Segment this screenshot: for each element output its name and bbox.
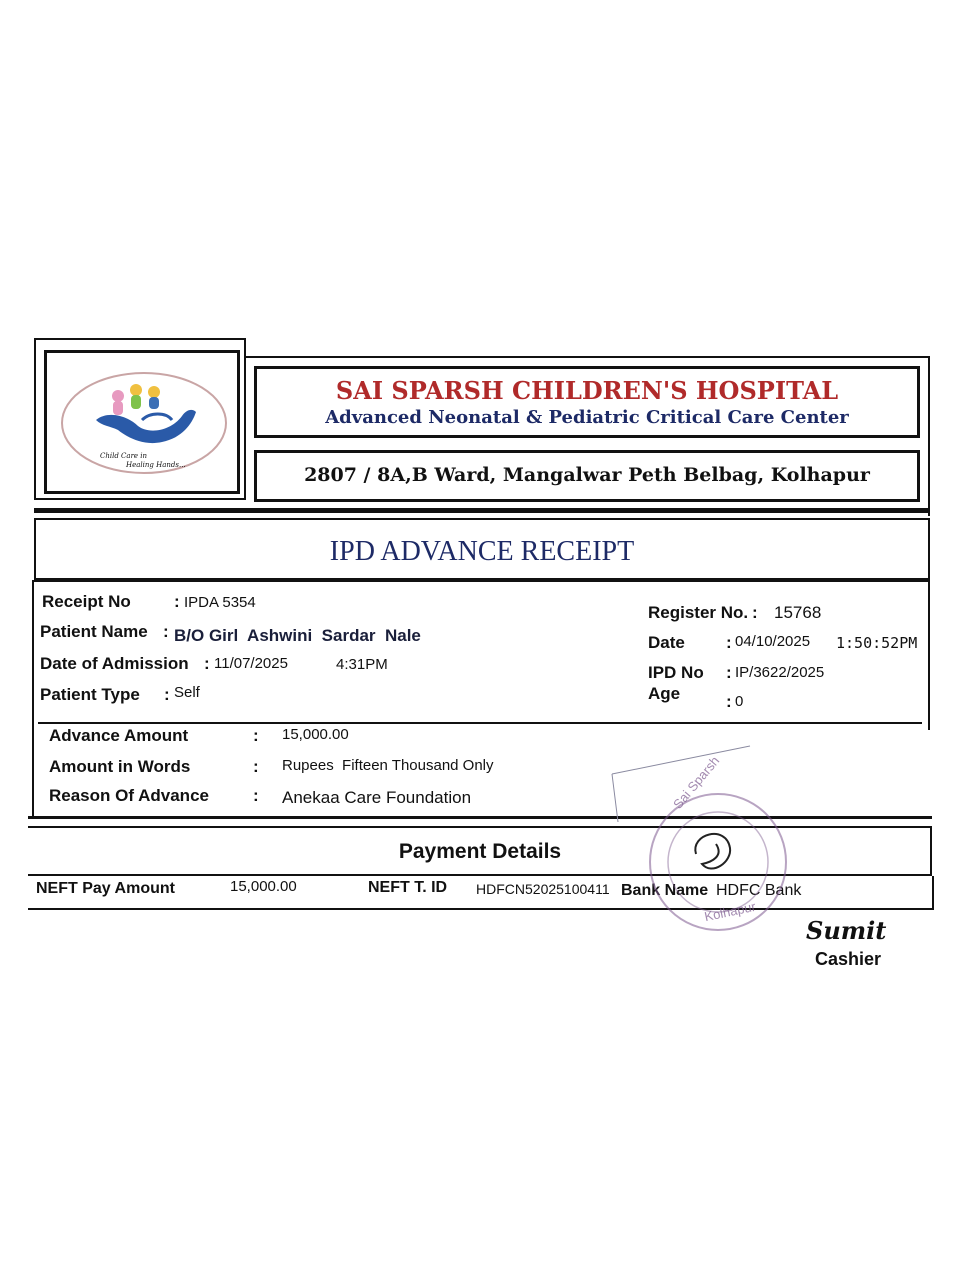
receipt-no-value: IPDA 5354 [184, 594, 256, 611]
ipd-no-sep: : [726, 663, 732, 682]
header-frame-top-line [246, 356, 930, 358]
signature-role: Cashier [815, 949, 882, 969]
amount-words-sep: : [253, 757, 259, 776]
details-top-border [32, 580, 930, 582]
receipt-no-sep: : [174, 592, 180, 611]
payment-heading: Payment Details [398, 840, 562, 863]
bank-name-value: HDFC Bank [716, 882, 802, 899]
hospital-subtitle: Advanced Neonatal & Pediatric Critical Care Center [325, 407, 849, 428]
stamp-text-bottom: Kolhapur [703, 898, 758, 925]
patient-name-sep: : [163, 622, 169, 641]
hospital-name: SAI SPARSH CHILDREN'S HOSPITAL [335, 376, 839, 405]
admission-date-value: 11/07/2025 [214, 655, 288, 672]
register-no-sep: : [752, 603, 758, 622]
details-left-border [32, 580, 34, 816]
admission-sep: : [204, 654, 210, 673]
signature-name: Sumit [806, 916, 887, 945]
age-sep: : [726, 692, 732, 711]
details-divider [38, 722, 922, 724]
ipd-no-label: IPD No [648, 663, 704, 682]
admission-time-value: 4:31PM [336, 656, 388, 673]
ipd-no-value: IP/3622/2025 [735, 664, 825, 681]
receipt-no-label: Receipt No [42, 592, 131, 611]
neft-id-label: NEFT T. ID [368, 879, 448, 896]
details-right-border [928, 580, 930, 730]
neft-amount-label: NEFT Pay Amount [36, 880, 175, 897]
register-no-value: 15768 [774, 603, 822, 622]
neft-amount-value: 15,000.00 [230, 878, 297, 895]
admission-label: Date of Admission [40, 654, 189, 673]
hospital-logo [58, 368, 230, 478]
patient-type-value: Self [174, 684, 200, 701]
amount-words-value: Rupees Fifteen Thousand Only [282, 757, 494, 774]
patient-type-label: Patient Type [40, 685, 140, 704]
payment-row-right [932, 876, 934, 910]
date-sep: : [726, 633, 732, 652]
date-value: 04/10/2025 [735, 633, 811, 650]
age-label: Age [648, 684, 681, 703]
date-label: Date [648, 633, 685, 652]
amount-words-label: Amount in Words [49, 757, 191, 776]
neft-id-value: HDFCN52025100411 [476, 881, 610, 897]
bank-name-label: Bank Name [621, 882, 709, 899]
reason-sep: : [253, 786, 259, 805]
hospital-stamp [600, 742, 810, 942]
age-value: 0 [735, 693, 744, 710]
logo-tagline-1: Child Care in [100, 452, 148, 460]
header-separator [34, 508, 930, 513]
patient-type-sep: : [164, 685, 170, 704]
header-frame-right-line [928, 356, 930, 516]
advance-amount-value: 15,000.00 [282, 726, 349, 743]
logo-tagline-2: Healing Hands... [126, 461, 186, 469]
receipt-title: IPD ADVANCE RECEIPT [329, 536, 635, 567]
stamp-text-top: Sai Sparsh [670, 753, 723, 812]
patient-name-value: B/O Girl Ashwini Sardar Nale [174, 626, 421, 645]
time-value: 1:50:52PM [836, 634, 918, 652]
patient-name-label: Patient Name [40, 622, 148, 641]
reason-value: Anekaa Care Foundation [282, 788, 472, 807]
hospital-address: 2807 / 8A,B Ward, Mangalwar Peth Belbag, Kolhapur [304, 464, 870, 486]
register-no-label: Register No. [648, 603, 749, 622]
reason-label: Reason Of Advance [49, 786, 209, 805]
advance-amount-sep: : [253, 726, 259, 745]
advance-amount-label: Advance Amount [49, 726, 189, 745]
